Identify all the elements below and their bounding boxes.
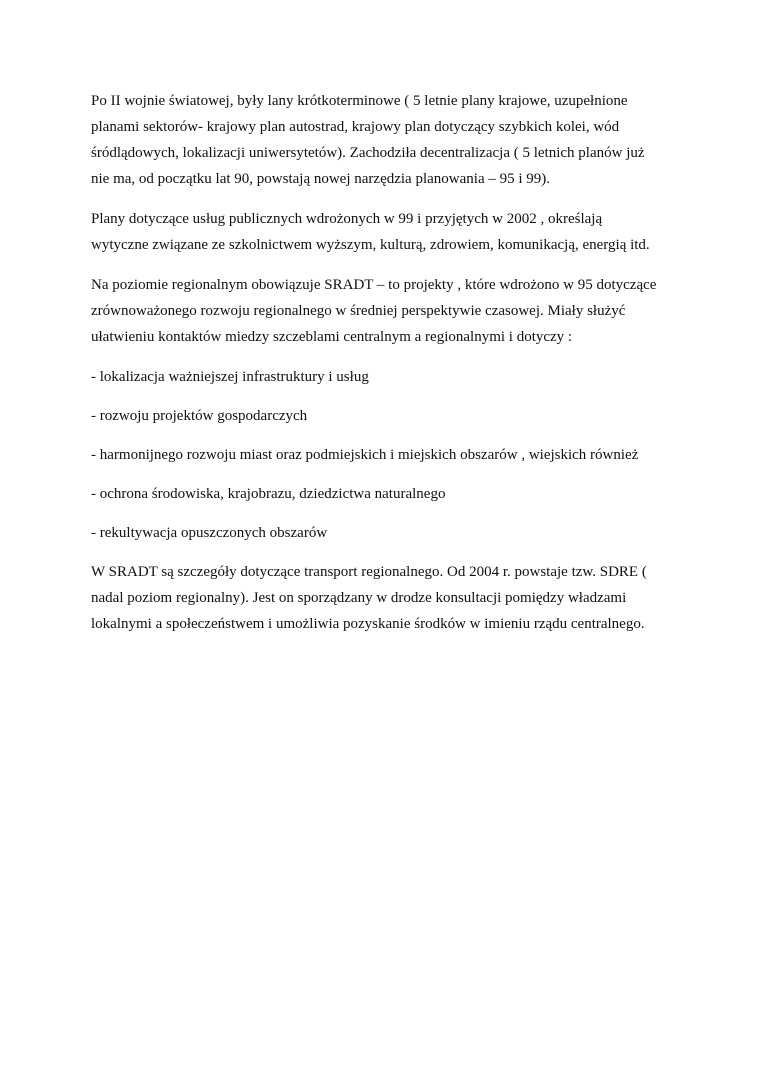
- list-item: - harmonijnego rozwoju miast oraz podmiejskich i miejskich obszarów , wiejskich również: [91, 447, 639, 463]
- text-line: Plany dotyczące usług publicznych wdrożonych w 99 i przyjętych w 2002 , określają: [91, 211, 603, 227]
- text-line: zrównoważonego rozwoju regionalnego w średniej perspektywie czasowej. Miały służyć: [91, 303, 626, 319]
- text-line: ułatwieniu kontaktów miedzy szczeblami centralnym a regionalnymi i dotyczy :: [91, 329, 573, 345]
- document-body: [91, 88, 681, 651]
- text-line: W SRADT są szczegóły dotyczące transport regionalnego. Od 2004 r. powstaje tzw. SDRE (: [91, 564, 647, 580]
- text-line: Po II wojnie światowej, były lany krótkoterminowe ( 5 letnie plany krajowe, uzupełnione: [91, 93, 628, 109]
- list-item: - rekultywacja opuszczonych obszarów: [91, 525, 328, 541]
- text-line: Na poziomie regionalnym obowiązuje SRADT – to projekty , które wdrożono w 95 dotyczące: [91, 277, 657, 293]
- text-line: nie ma, od początku lat 90, powstają nowej narzędzia planowania – 95 i 99).: [91, 171, 551, 187]
- text-line: wytyczne związane ze szkolnictwem wyższym, kulturą, zdrowiem, komunikacją, energią itd.: [91, 237, 650, 253]
- text-line: śródlądowych, lokalizacji uniwersytetów). Zachodziła decentralizacja ( 5 letnich planów już: [91, 145, 645, 161]
- text-line: lokalnymi a społeczeństwem i umożliwia pozyskanie środków w imieniu rządu centralnego.: [91, 616, 645, 632]
- list-item: - rozwoju projektów gospodarczych: [91, 408, 308, 424]
- bullet-list: [91, 364, 681, 546]
- text-line: planami sektorów- krajowy plan autostrad, krajowy plan dotyczący szybkich kolei, wód: [91, 119, 620, 135]
- paragraph-1: [91, 88, 681, 192]
- list-item: - ochrona środowiska, krajobrazu, dziedzictwa naturalnego: [91, 486, 446, 502]
- list-item: - lokalizacja ważniejszej infrastruktury i usług: [91, 369, 369, 385]
- text-line: nadal poziom regionalny). Jest on sporządzany w drodze konsultacji pomiędzy władzami: [91, 590, 627, 606]
- paragraph-2: [91, 206, 681, 258]
- paragraph-3: [91, 272, 681, 350]
- paragraph-4: [91, 559, 681, 637]
